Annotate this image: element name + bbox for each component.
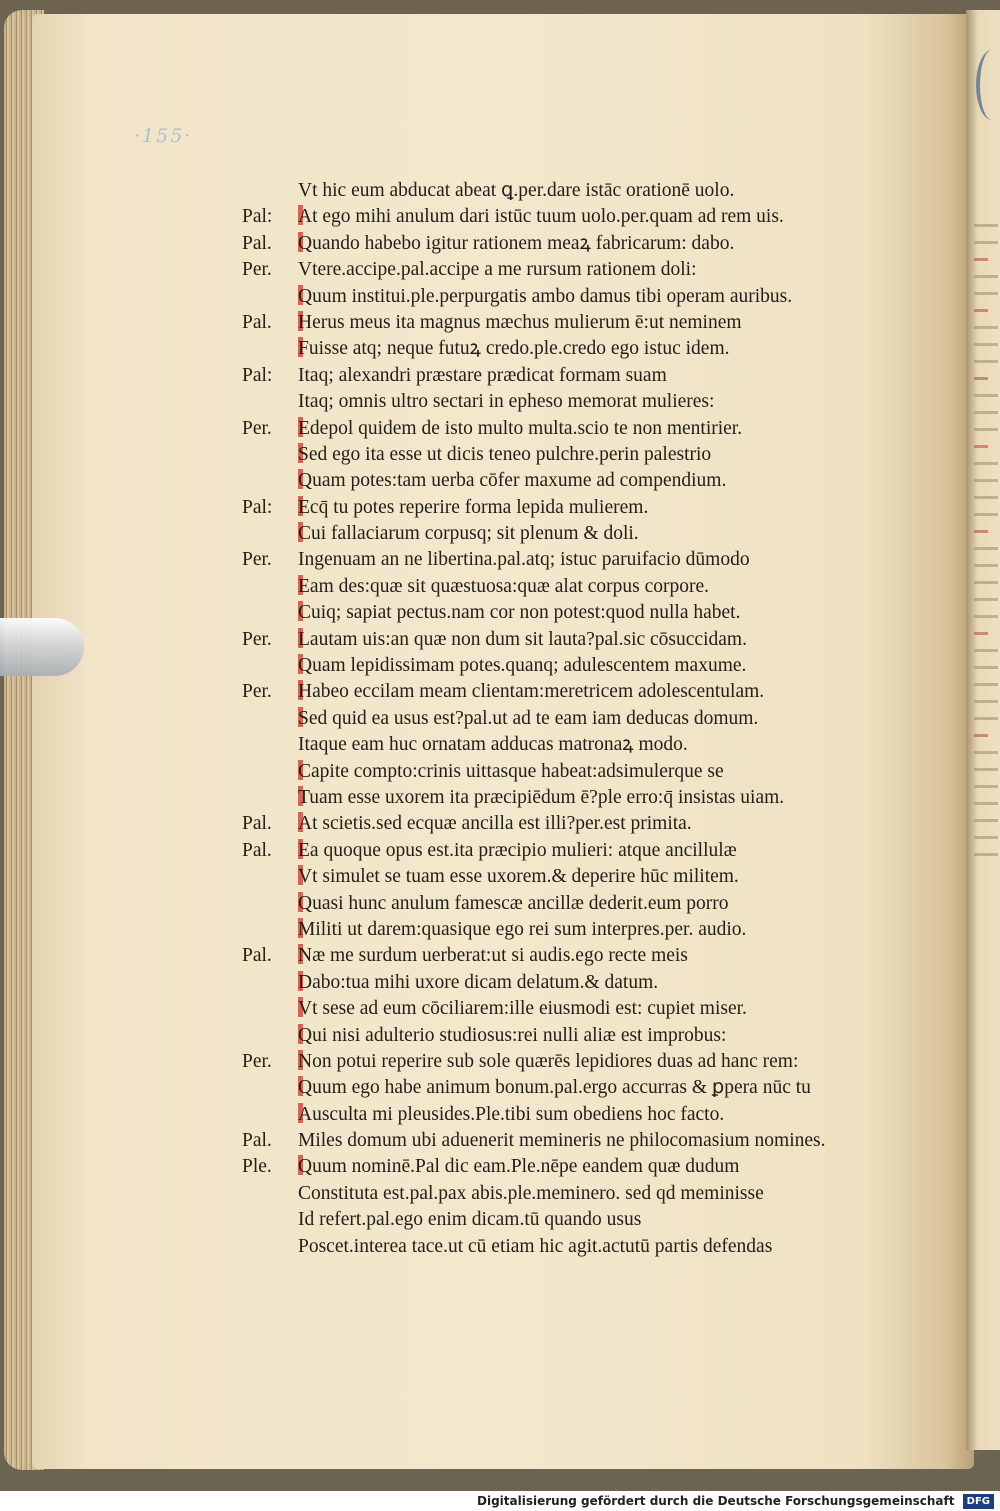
folio-number: ·155· — [134, 125, 193, 147]
verse-text: Tuam esse uxorem ita præcipiēdum ē?ple erro:q̄ insistas uiam. — [298, 786, 785, 808]
verse-line — [242, 1207, 882, 1233]
verse-text-block — [242, 178, 882, 1260]
facing-page-initial-mark — [976, 50, 1000, 120]
verse-text: Miles domum ubi aduenerit memineris ne philocomasium nomines. — [298, 1130, 826, 1152]
speaker-label: Ple. — [242, 1156, 272, 1178]
verse-line — [242, 284, 882, 310]
verse-line — [242, 1102, 882, 1128]
verse-text: Itaq; alexandri præstare prædicat formam suam — [298, 364, 667, 386]
verse-line — [242, 521, 882, 547]
verse-text: Quum ego habe animum bonum.pal.ergo accurras & ꝑpera nūc tu — [298, 1077, 811, 1099]
speaker-label: Pal. — [242, 813, 272, 835]
verse-text: Vt hic eum abducat abeat ꝗ.per.dare istāc orationē uolo. — [298, 180, 735, 201]
verse-text: Fuisse atq; neque futuꝝ credo.ple.credo ego istuc idem. — [298, 338, 730, 360]
verse-text: Ea quoque opus est.ita præcipio mulieri: atque ancillulæ — [298, 839, 737, 861]
verse-line — [242, 785, 882, 811]
verse-line — [242, 679, 882, 705]
verse-line — [242, 389, 882, 415]
verse-text: Itaque eam huc ornatam adducas matronaꝝ modo. — [298, 734, 688, 756]
verse-text: Lautam uis:an quæ non dum sit lauta?pal.sic cōsuccidam. — [298, 628, 747, 650]
dfg-logo: DFG — [963, 1494, 994, 1509]
verse-text: Sed ego ita esse ut dicis teneo pulchre.perin palestrio — [298, 443, 712, 465]
verse-text: Poscet.interea tace.ut cū etiam hic agit.actutū partis defendas — [298, 1235, 773, 1257]
verse-text: Ausculta mi pleusides.Ple.tibi sum obediens hoc facto. — [298, 1103, 725, 1125]
verse-line — [242, 442, 882, 468]
verse-line — [242, 547, 882, 573]
speaker-label: Per. — [242, 417, 272, 439]
verse-text: Eam des:quæ sit quæstuosa:quæ alat corpus corpore. — [298, 575, 710, 597]
verse-text: Constituta est.pal.pax abis.ple.meminero. sed qd meminisse — [298, 1182, 764, 1204]
verse-line — [242, 1075, 882, 1101]
verse-text: Ecq̄ tu potes reperire forma lepida mulierem. — [298, 496, 649, 518]
verse-text: Qui nisi adulterio studiosus:rei nulli aliæ est improbus: — [298, 1024, 727, 1046]
speaker-label: Per. — [242, 1050, 272, 1072]
verse-line — [242, 627, 882, 653]
facing-page-ghost-text — [974, 210, 998, 870]
speaker-label: Per. — [242, 259, 272, 281]
verse-text: Quam potes:tam uerba cōfer maxume ad compendium. — [298, 470, 727, 492]
verse-line — [242, 706, 882, 732]
verse-line — [242, 1181, 882, 1207]
verse-line — [242, 178, 882, 204]
verse-text: Vt simulet se tuam esse uxorem.& deperire hūc militem. — [298, 866, 739, 888]
verse-text: Quando habebo igitur rationem meaꝝ fabricarum: dabo. — [298, 232, 735, 254]
speaker-label: Per. — [242, 681, 272, 703]
verse-text: Vtere.accipe.pal.accipe a me rursum rationem doli: — [298, 259, 697, 281]
verse-line — [242, 970, 882, 996]
verse-text: Næ me surdum uerberat:ut si audis.ego recte meis — [298, 945, 688, 967]
verse-text: At ego mihi anulum dari istūc tuum uolo.per.quam ad rem uis. — [298, 206, 784, 228]
verse-text: Dabo:tua mihi uxore dicam delatum.& datum. — [298, 971, 659, 993]
verse-text: Quum institui.ple.perpurgatis ambo damus tibi operam auribus. — [298, 285, 793, 307]
verse-text: Non potui reperire sub sole quærēs lepidiores duas ad hanc rem: — [298, 1050, 799, 1072]
verse-text: Vt sese ad eum cōciliarem:ille eiusmodi est: cupiet miser. — [298, 998, 747, 1020]
verse-text: Ingenuam an ne libertina.pal.atq; istuc paruifacio dūmodo — [298, 549, 750, 571]
verse-line — [242, 231, 882, 257]
verse-line — [242, 416, 882, 442]
verse-text: Itaq; omnis ultro sectari in epheso memorat mulieres: — [298, 391, 715, 413]
verse-line — [242, 943, 882, 969]
verse-text: Cuiq; sapiat pectus.nam cor non potest:quod nulla habet. — [298, 602, 741, 624]
footer-credit: Digitalisierung gefördert durch die Deutsche Forschungsgemeinschaft — [477, 1494, 955, 1508]
speaker-label: Pal. — [242, 1130, 272, 1152]
verse-line — [242, 653, 882, 679]
verse-line — [242, 996, 882, 1022]
verse-text: Quum nominē.Pal dic eam.Ple.nēpe eandem quæ dudum — [298, 1156, 740, 1178]
speaker-label: Per. — [242, 628, 272, 650]
verse-line — [242, 838, 882, 864]
verse-text: Militi ut darem:quasique ego rei sum interpres.per. audio. — [298, 918, 747, 940]
verse-text: Herus meus ita magnus mæchus mulierum ē:ut neminem — [298, 311, 742, 333]
verse-line — [242, 600, 882, 626]
speaker-label: Pal. — [242, 945, 272, 967]
verse-line — [242, 917, 882, 943]
verse-line — [242, 891, 882, 917]
verse-text: Sed quid ea usus est?pal.ut ad te eam iam deducas domum. — [298, 707, 759, 729]
verse-line — [242, 574, 882, 600]
facing-page — [966, 10, 1000, 1450]
verse-text: Cui fallaciarum corpusq; sit plenum & doli. — [298, 523, 639, 545]
speaker-label: Pal. — [242, 839, 272, 861]
speaker-label: Per. — [242, 549, 272, 571]
verse-line — [242, 1023, 882, 1049]
speaker-label: Pal. — [242, 232, 272, 254]
speaker-label: Pal: — [242, 364, 273, 386]
verse-line — [242, 1128, 882, 1154]
verse-line — [242, 811, 882, 837]
verse-line — [242, 732, 882, 758]
verse-line — [242, 1234, 882, 1260]
verse-line — [242, 495, 882, 521]
verse-line — [242, 864, 882, 890]
verse-text: Quam lepidissimam potes.quanq; adulescentem maxume. — [298, 655, 747, 677]
verse-line — [242, 336, 882, 362]
verse-text: Edepol quidem de isto multo multa.scio te non mentirier. — [298, 417, 743, 439]
speaker-label: Pal. — [242, 311, 272, 333]
footer-bar — [0, 1491, 1000, 1511]
verse-text: Habeo eccilam meam clientam:meretricem adolescentulam. — [298, 681, 765, 703]
verse-text: Id refert.pal.ego enim dicam.tū quando usus — [298, 1209, 642, 1231]
verse-text: Quasi hunc anulum famescæ ancillæ dederit.eum porro — [298, 892, 729, 914]
verse-text: Capite compto:crinis uittasque habeat:adsimulerque se — [298, 760, 724, 782]
speaker-label: Pal: — [242, 496, 273, 518]
verse-line — [242, 759, 882, 785]
verse-line — [242, 1049, 882, 1075]
verse-line — [242, 1154, 882, 1180]
verse-line — [242, 310, 882, 336]
scanner-clamp-glare — [0, 618, 84, 676]
verse-text: At scietis.sed ecquæ ancilla est illi?per.est primita. — [298, 813, 692, 835]
speaker-label: Pal: — [242, 206, 273, 228]
verse-line — [242, 257, 882, 283]
verse-line — [242, 204, 882, 230]
verse-line — [242, 468, 882, 494]
verse-line — [242, 363, 882, 389]
